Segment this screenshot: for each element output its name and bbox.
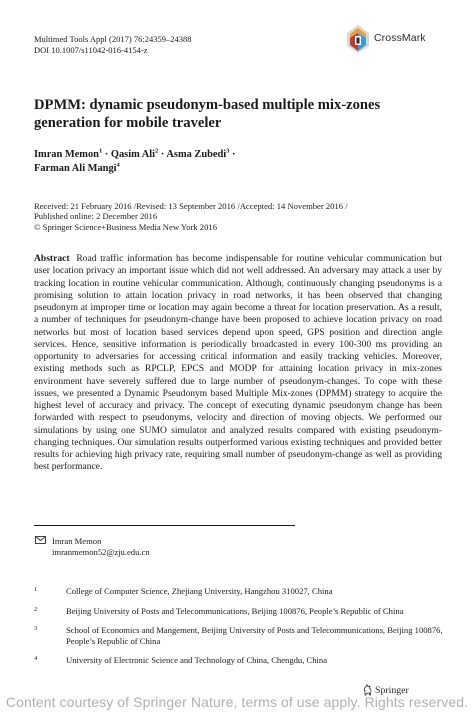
author-affil-marker: 2 (155, 147, 159, 155)
crossmark-icon (346, 24, 370, 54)
affiliation-text: University of Electronic Science and Technology of China, Chengdu, China (66, 655, 328, 666)
affiliation-number: 2 (34, 605, 38, 613)
author-name[interactable]: Farman Ali Mangi (34, 163, 117, 174)
author-name[interactable]: Qasim Ali (110, 149, 156, 160)
publication-dates (34, 201, 454, 232)
affiliation-number: 4 (34, 655, 38, 663)
author-affil-marker: 4 (116, 161, 120, 169)
springer-wordmark: Springer (375, 685, 409, 696)
author-separator: · (104, 149, 109, 160)
author-name[interactable]: Asma Zubedi (166, 149, 227, 160)
crossmark-badge[interactable] (344, 24, 444, 54)
author-separator: · (232, 149, 236, 160)
affiliation-number: 3 (34, 625, 38, 633)
corresponding-author-email[interactable]: imranmemon52@zju.edu.cn (52, 546, 150, 557)
envelope-icon (35, 536, 46, 544)
abstract-text: Road traffic information has become indispensable for routine vehicular communication but user location privacy an important issue which did not well addressed. An adversary may attack a user by tracking location in routine vehicular communication. Although, continuously changing pseudonyms is a promising solution to attain location privacy in road networks, it has been observed that changing pseudonym at improper time or location may again become a threat for location preservation. As a result, a number of techniques for pseudonym-change have been proposed to achieve location privacy on road networks but most of location based services depend upon speed, GPS position and direction angle services. Hence, sensitive information is periodically broadcasted in every 100-300 ms providing an opportunity to adversaries for accessing critical information and easily tracking vehicles. Moreover, existing methods such as RPCLP, EPCS and MODP for attaining location privacy in mix-zones environment have severely suffered due to large number of pseudonym-changes. To cope with these issues, we presented a Dynamic Pseudonym based Multiple Mix-zones (DPMM) strategy to acquire the highest level of accuracy and privacy. The concept of executing dynamic pseudonym change has been forwarded with respect to pseudonyms, velocity and direction of moving objects. We performed our simulations by using one SUMO simulator and analyzed results compared with existing pseudonym-changing techniques. Our simulation results outperformed various existing techniques and provided better results for achieving high privacy rate, requiring small number of pseudonym-change as well as providing best performance. (34, 253, 442, 473)
affiliation-text: College of Computer Science, Zhejiang University, Hangzhou 310027, China (66, 586, 333, 596)
journal-citation (34, 34, 324, 56)
affiliation-text: School of Economics and Mangement, Beijing University of Posts and Telecommunications, Beijing 100876, People’s Republic of China (66, 625, 443, 646)
affiliation-text: Beijing University of Posts and Telecommunications, Beijing 100876, People’s Republic of China (66, 605, 404, 616)
affiliation-item (34, 586, 444, 597)
affiliation-number: 1 (34, 586, 38, 593)
affiliation-list (34, 586, 444, 666)
author-affil-marker: 3 (226, 147, 230, 155)
corresponding-author (52, 536, 150, 557)
watermark-notice: Content courtesy of Springer Nature, terms of use apply. Rights reserved. (5, 694, 469, 710)
corresponding-author-name: Imran Memon (52, 536, 102, 546)
paper-title: DPMM: dynamic pseudonym-based multiple mix-zones generation for mobile traveler (34, 97, 381, 131)
published-online-line: Published online: 2 December 2016 (34, 211, 158, 222)
author-separator: · (160, 149, 165, 160)
dates-line: Received: 21 February 2016 /Revised: 13 September 2016 /Accepted: 14 November 2016 / (34, 201, 348, 211)
author-affil-marker: 1 (98, 147, 103, 155)
affiliation-item (34, 655, 444, 666)
affiliation-item (34, 606, 444, 617)
footnote-divider (34, 525, 295, 526)
author-list (34, 148, 444, 176)
abstract (34, 253, 442, 474)
author-name[interactable]: Imran Memon (34, 149, 99, 160)
affiliation-item (34, 625, 444, 646)
journal-line: Multimed Tools Appl (2017) 76:24359–24388 (34, 34, 192, 44)
abstract-label: Abstract (34, 253, 70, 264)
crossmark-label: CrossMark (374, 32, 426, 44)
copyright-line: © Springer Science+Business Media New York 2016 (34, 221, 217, 232)
doi-line[interactable]: DOI 10.1007/s11042-016-4154-z (34, 45, 148, 55)
